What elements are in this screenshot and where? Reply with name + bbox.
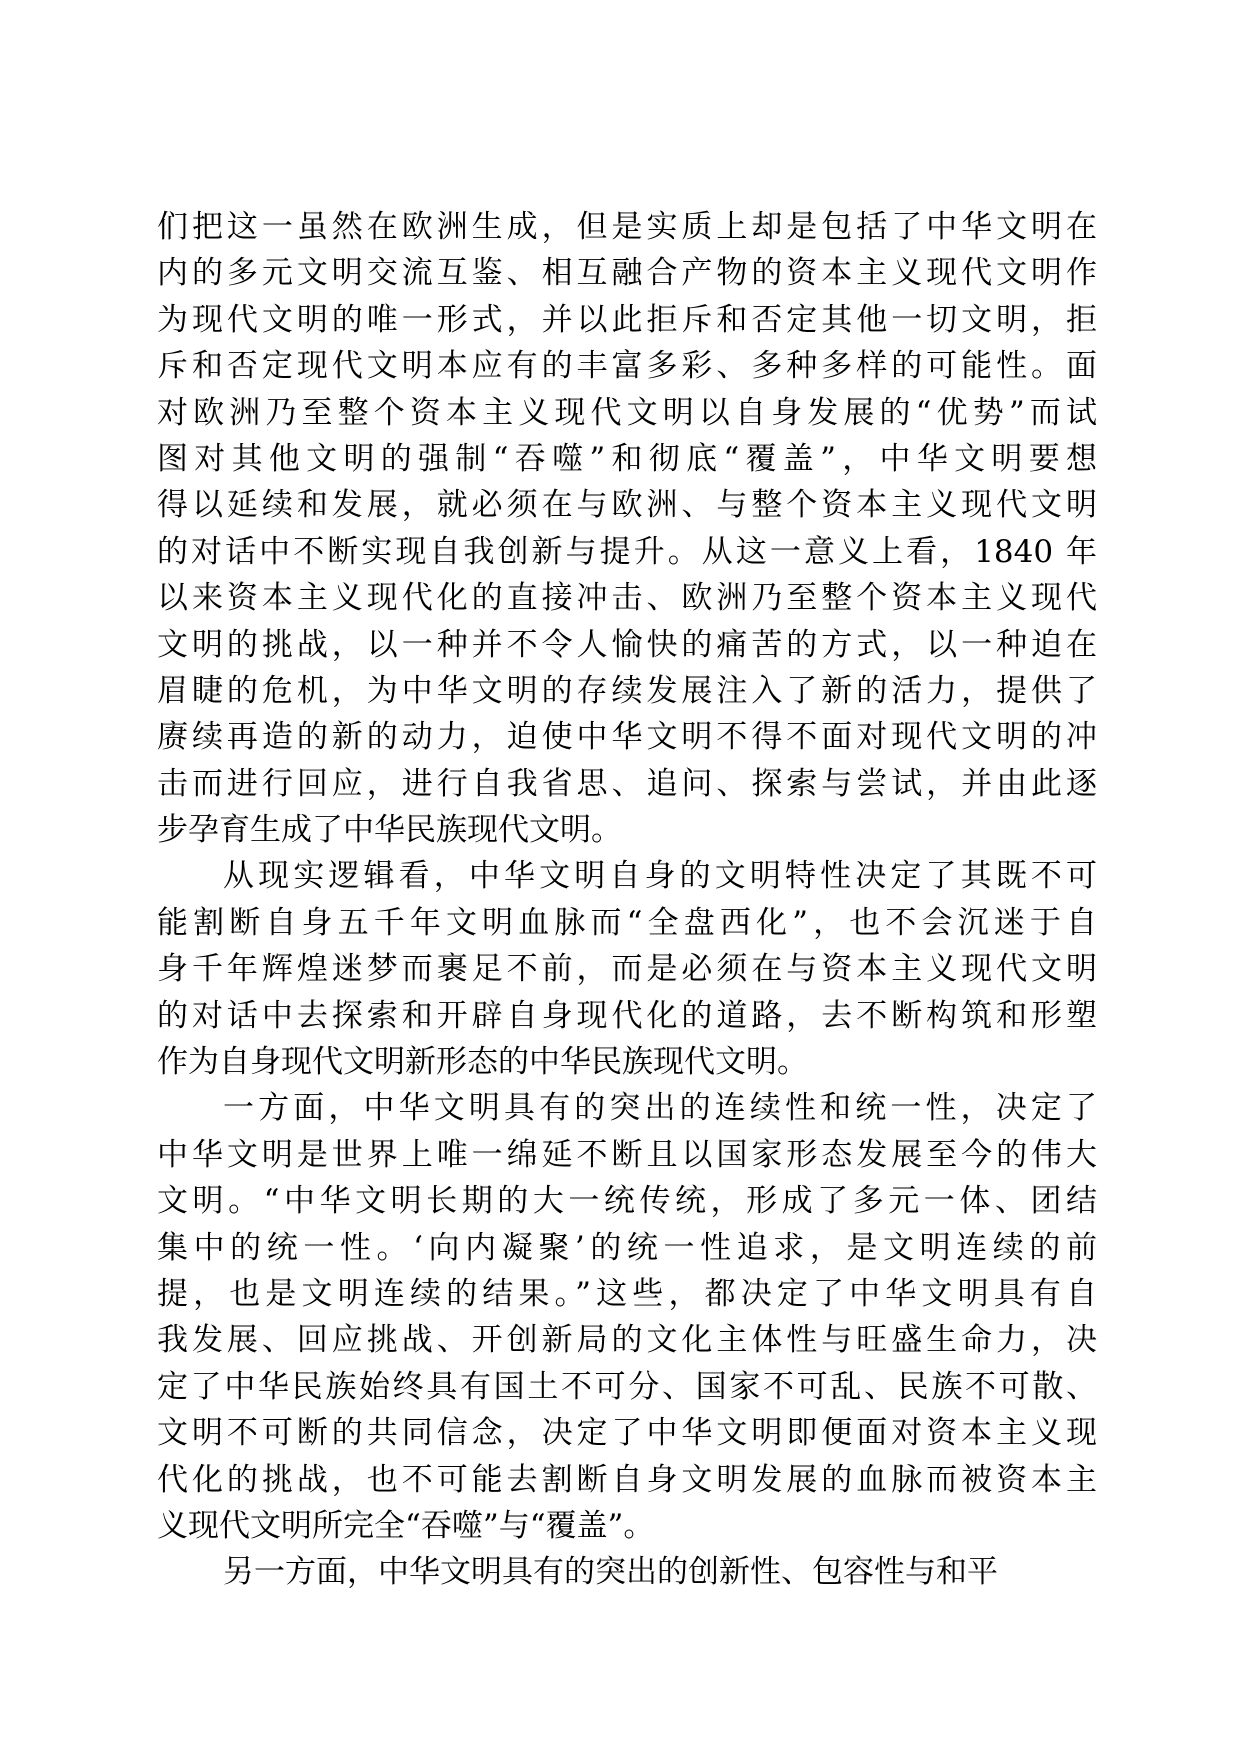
text-line: 义现代文明所完全“吞噬”与“覆盖”。	[157, 1507, 655, 1544]
text-line: 集中的统一性。‘向内凝聚’的统一性追求，是文明连续的前	[157, 1229, 1097, 1266]
text-line: 步孕育生成了中华民族现代文明。	[157, 812, 622, 849]
text-line: 代化的挑战，也不可能去割断自身文明发展的血脉而被资本主	[157, 1461, 1097, 1498]
text-line: 以来资本主义现代化的直接冲击、欧洲乃至整个资本主义现代	[157, 580, 1097, 617]
text-line: 赓续再造的新的动力，迫使中华文明不得不面对现代文明的冲	[157, 719, 1097, 756]
text-line: 能割断自身五千年文明血脉而“全盘西化”，也不会沉迷于自	[157, 904, 1097, 941]
text-line: 斥和否定现代文明本应有的丰富多彩、多种多样的可能性。面	[157, 348, 1097, 385]
text-line: 的对话中去探索和开辟自身现代化的道路，去不断构筑和形塑	[157, 997, 1097, 1034]
text-line: 文明不可断的共同信念，决定了中华文明即便面对资本主义现	[157, 1415, 1097, 1452]
paragraph-first-line: 一方面，中华文明具有的突出的连续性和统一性，决定了	[223, 1090, 1097, 1127]
text-line: 们把这一虽然在欧洲生成，但是实质上却是包括了中华文明在	[157, 209, 1097, 245]
body-text	[157, 204, 1097, 1596]
text-line: 定了中华民族始终具有国土不可分、国家不可乱、民族不可散、	[157, 1368, 1097, 1405]
text-line: 提，也是文明连续的结果。”这些，都决定了中华文明具有自	[157, 1275, 1097, 1312]
text-line: 身千年辉煌迷梦而裹足不前，而是必须在与资本主义现代文明	[157, 951, 1097, 988]
text-line: 的对话中不断实现自我创新与提升。从这一意义上看，1840 年	[157, 533, 1097, 570]
paragraph-first-line: 从现实逻辑看，中华文明自身的文明特性决定了其既不可	[223, 858, 1097, 895]
text-line: 眉睫的危机，为中华文明的存续发展注入了新的活力，提供了	[157, 672, 1097, 709]
text-line: 对欧洲乃至整个资本主义现代文明以自身发展的“优势”而试	[157, 394, 1097, 431]
text-line: 我发展、回应挑战、开创新局的文化主体性与旺盛生命力，决	[157, 1322, 1097, 1359]
text-line: 文明。“中华文明长期的大一统传统，形成了多元一体、团结	[157, 1183, 1097, 1220]
text-line: 图对其他文明的强制“吞噬”和彻底“覆盖”，中华文明要想	[157, 440, 1097, 477]
paragraph-first-line: 另一方面，中华文明具有的突出的创新性、包容性与和平	[223, 1554, 998, 1591]
text-line: 内的多元文明交流互鉴、相互融合产物的资本主义现代文明作	[157, 255, 1097, 292]
text-line: 作为自身现代文明新形态的中华民族现代文明。	[157, 1044, 808, 1081]
text-line: 得以延续和发展，就必须在与欧洲、与整个资本主义现代文明	[157, 487, 1097, 524]
text-line: 文明的挑战，以一种并不令人愉快的痛苦的方式，以一种迫在	[157, 626, 1097, 663]
text-line: 为现代文明的唯一形式，并以此拒斥和否定其他一切文明，拒	[157, 301, 1097, 338]
text-line: 击而进行回应，进行自我省思、追问、探索与尝试，并由此逐	[157, 765, 1097, 802]
text-line: 中华文明是世界上唯一绵延不断且以国家形态发展至今的伟大	[157, 1136, 1097, 1173]
